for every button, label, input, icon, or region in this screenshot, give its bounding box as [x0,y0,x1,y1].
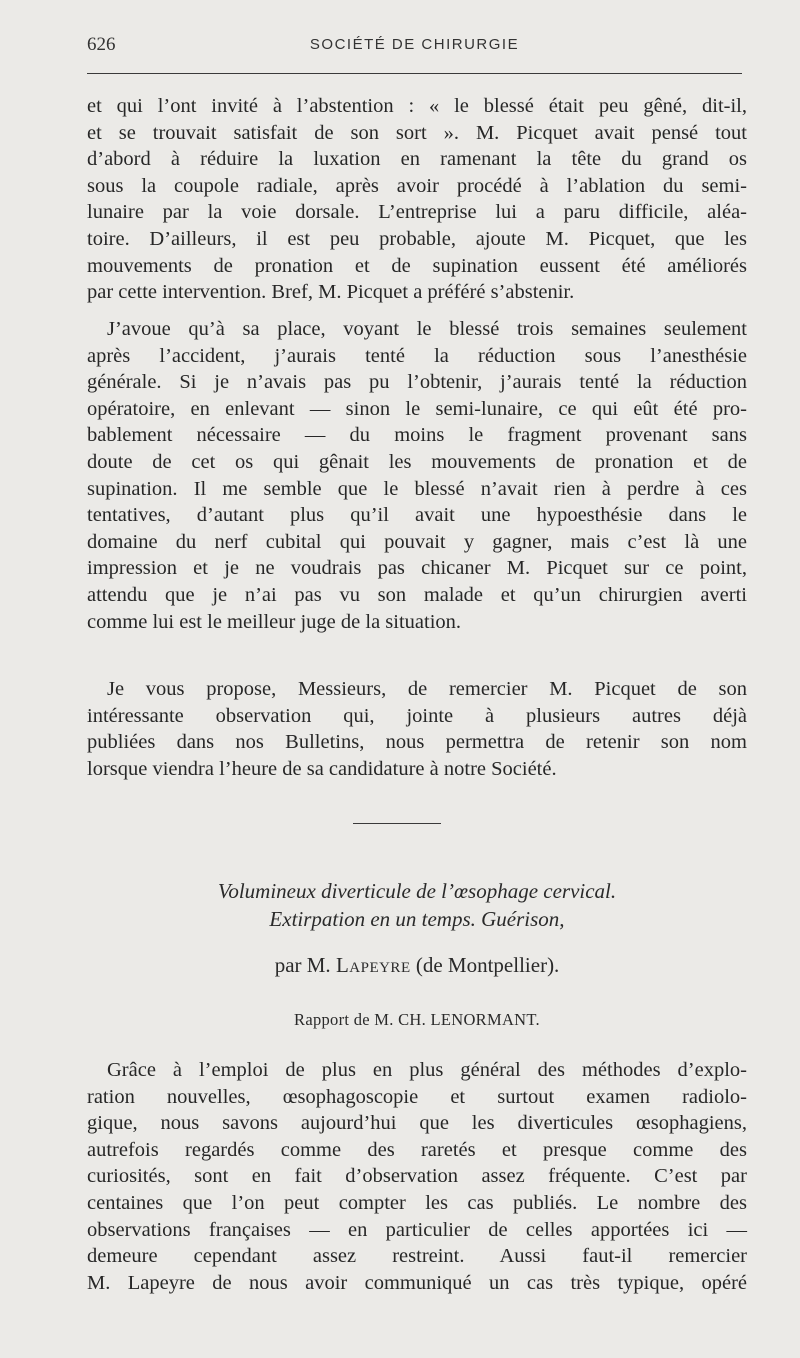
article-title-line: Extirpation en un temps. Guérison, [269,907,565,931]
text-line: après l’accident, j’aurais tenté la réduction sous l’anesthésie [87,344,747,367]
section-separator [353,823,441,824]
text-line: sous la coupole radiale, après avoir procédé à l’ablation du semi- [87,174,747,197]
paragraph-author-opinion [87,316,747,635]
text-line: supination. Il me semble que le blessé n’avait rien à perdre à ces [87,477,747,500]
paragraph-picquet-abstention [87,93,747,306]
author-suffix: (de Montpellier). [415,953,560,977]
article-author [87,953,747,978]
text-line: opératoire, en enlevant — sinon le semi-lunaire, ce qui eût été pro- [87,397,747,420]
running-head: SOCIÉTÉ DE CHIRURGIE [309,36,520,53]
text-line: curiosités, sont en fait d’observation assez fréquente. C’est par [87,1165,747,1188]
header-rule [87,73,742,74]
text-line: autrefois regardés comme des raretés et presque comme des [87,1138,747,1161]
text-line: d’abord à réduire la luxation en ramenant la tête du grand os [87,148,747,171]
text-line: domaine du nerf cubital qui pouvait y gagner, mais c’est là une [87,530,747,553]
text-line: ration nouvelles, œsophagoscopie et surtout examen radiolo- [87,1085,747,1108]
text-line: gique, nous savons aujourd’hui que les diverticules œsophagiens, [87,1112,747,1135]
text-line: bablement nécessaire — du moins le fragment provenant sans [87,424,747,447]
text-line: mouvements de pronation et de supination eussent été améliorés [87,254,747,277]
page-number: 626 [87,34,116,55]
text-line: toire. D’ailleurs, il est peu probable, ajoute M. Picquet, que les [87,227,747,250]
text-line: demeure cependant assez restreint. Aussi faut-il remercier [87,1245,747,1268]
author-name: Lapeyre [335,953,411,977]
text-line: et qui l’ont invité à l’abstention : « le blessé était peu gêné, dit-il, [87,95,747,117]
text-line: publiées dans nos Bulletins, nous permettra de retenir son nom [87,731,747,754]
article-title-line: Volumineux diverticule de l’œsophage cervical. [217,879,617,903]
text-line: et se trouvait satisfait de son sort ». M. Picquet avait pensé tout [87,121,747,144]
text-line: doute de cet os qui gênait les mouvements de pronation et de [87,450,747,473]
author-prefix: par M. [274,953,331,977]
text-line: intéressante observation qui, jointe à plusieurs autres déjà [87,704,747,727]
paragraph-conclusion [87,676,747,782]
text-line: tentatives, d’autant plus qu’il avait une hypoesthésie dans le [87,504,747,527]
text-line: par cette intervention. Bref, M. Picquet a préféré s’abstenir. [87,281,575,304]
text-line: Je vous propose, Messieurs, de remercier M. Picquet de son [107,678,747,700]
page-header [87,30,742,60]
text-line: M. Lapeyre de nous avoir communiqué un cas très typique, opéré [87,1271,747,1294]
text-line: impression et je ne voudrais pas chicaner M. Picquet sur ce point, [87,557,747,580]
text-line: lunaire par la voie dorsale. L’entreprise lui a paru difficile, aléa- [87,201,747,224]
text-line: attendu que je n’ai pas vu son malade et qu’un chirurgien averti [87,583,747,606]
text-line: observations françaises — en particulier de celles apportées ici — [87,1218,747,1241]
text-line: Grâce à l’emploi de plus en plus général des méthodes d’explo- [107,1059,747,1081]
report-line: Rapport de M. CH. LENORMANT. [294,1010,540,1029]
paragraph-diverticula-intro [87,1057,747,1296]
text-line: comme lui est le meilleur juge de la situation. [87,610,462,633]
text-line: générale. Si je n’avais pas pu l’obtenir, j’aurais tenté la réduction [87,371,747,394]
article-title [87,877,747,933]
text-line: J’avoue qu’à sa place, voyant le blessé trois semaines seulement [107,318,747,340]
text-line: centaines que l’on peut compter les cas publiés. Le nombre des [87,1191,747,1214]
text-line: lorsque viendra l’heure de sa candidature à notre Société. [87,757,557,780]
